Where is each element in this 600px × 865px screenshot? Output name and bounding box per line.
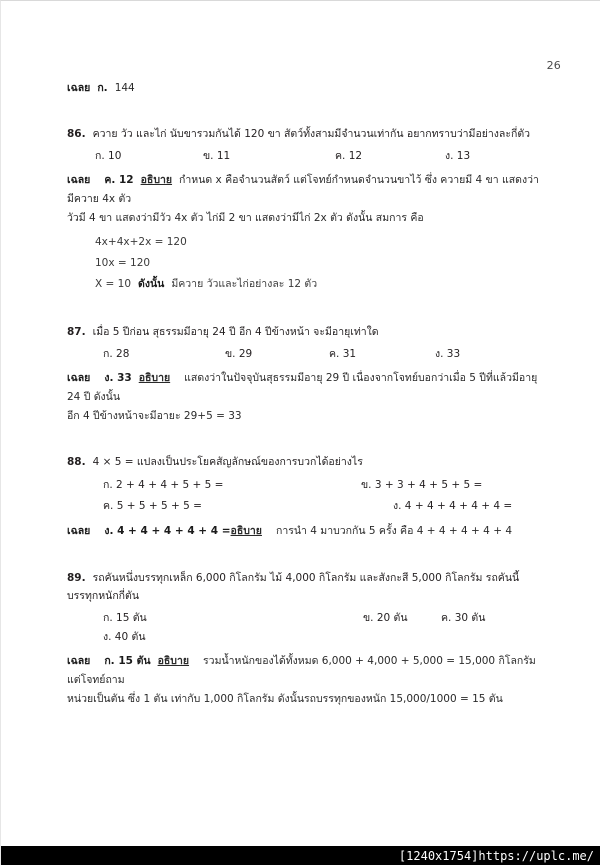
question-89-choices — [67, 609, 541, 647]
question-88-choice-c[interactable]: ค. 5 + 5 + 5 + 5 = — [103, 500, 202, 512]
question-86-explain-text-2: วัวมี 4 ขา แสดงว่ามีวัว 4x ตัว ไก่มี 2 ขา แสดงว่ามีไก่ 2x ตัว ดังนั้น สมการ คือ — [67, 212, 424, 224]
question-88 — [67, 453, 541, 541]
top-answer-value: 144 — [114, 82, 135, 94]
question-86-answer-choice: ค. 12 — [104, 174, 134, 186]
question-88-explanation-1 — [67, 522, 541, 541]
footer-dimensions: [1240x1754] — [398, 849, 479, 863]
question-87-explain-text-1: แสดงว่าในปัจจุบันสุธรรมมีอายุ 29 ปี เนื่องจากโจทย์บอกว่าเมื่อ 5 ปีที่แล้วมีอายุ 24 ปี ดังนั้น — [67, 372, 538, 403]
question-88-explain-text-1: การนำ 4 มาบวกกัน 5 ครั้ง คือ 4 + 4 + 4 + 4 + 4 — [275, 525, 513, 537]
question-86-choice-a[interactable]: ก. 10 — [95, 150, 122, 162]
page-number: 26 — [546, 59, 561, 72]
question-89-prompt — [67, 569, 541, 605]
question-86-choice-b[interactable]: ข. 11 — [203, 150, 231, 162]
question-86-final-prefix: X = 10 — [95, 278, 132, 290]
question-88-choice-row-1 — [103, 475, 541, 496]
question-86-explanation-2 — [67, 209, 541, 228]
question-86-explain-text-1: กำหนด x คือจำนวนสัตว์ แต่โจทย์กำหนดจำนวนขาไว้ ซึ่ง ควายมี 4 ขา แสดงว่ามีควาย 4x ตัว — [67, 174, 539, 205]
question-87-explain-text-2: อีก 4 ปีข้างหน้าจะมีอายะ 29+5 = 33 — [67, 410, 242, 422]
question-86-explanation-1 — [67, 171, 541, 209]
question-89-choice-d[interactable]: ง. 40 ตัน — [103, 631, 146, 643]
question-88-answer-label: เฉลย — [67, 525, 91, 537]
question-87 — [67, 323, 541, 426]
question-86-equation-1: 4x+4x+2x = 120 — [95, 236, 187, 248]
question-86-prompt — [67, 125, 541, 143]
question-87-explain-label: อธิบาย — [138, 372, 171, 384]
question-88-text: 4 × 5 = แปลงเป็นประโยคสัญลักษณ์ของการบวกได้อย่างไร — [92, 456, 363, 468]
top-answer-line — [67, 79, 541, 98]
question-89-answer-choice: ก. 15 ตัน — [104, 655, 151, 667]
question-87-choice-d[interactable]: ง. 33 — [435, 348, 461, 360]
question-89 — [67, 569, 541, 709]
question-88-answer-choice: ง. 4 + 4 + 4 + 4 + 4 = — [104, 525, 231, 537]
question-87-number: 87. — [67, 326, 86, 338]
question-88-choice-d[interactable]: ง. 4 + 4 + 4 + 4 + 4 = — [393, 500, 513, 512]
question-89-choice-b[interactable]: ข. 20 ตัน — [363, 612, 408, 624]
question-86-final-bold: ดังนั้น — [138, 278, 165, 290]
question-87-answer-label: เฉลย — [67, 372, 91, 384]
question-89-explanation-2 — [67, 690, 541, 709]
question-86-answer-label: เฉลย — [67, 174, 91, 186]
question-86-final-suffix: มีควาย วัวและไก่อย่างละ 12 ตัว — [171, 278, 318, 290]
question-87-explanation-1 — [67, 369, 541, 407]
question-88-choice-b[interactable]: ข. 3 + 3 + 4 + 5 + 5 = — [361, 479, 483, 491]
top-answer-choice: ก. — [97, 82, 108, 94]
question-89-explanation-1 — [67, 652, 541, 690]
question-86-choice-d[interactable]: ง. 13 — [445, 150, 471, 162]
question-88-choices — [67, 475, 541, 517]
question-86-text: ควาย วัว และไก่ นับขารวมกันได้ 120 ขา สัตว์ทั้งสามมีจำนวนเท่ากัน อยากทราบว่ามีอย่างละกี่ตัว — [92, 128, 531, 140]
question-89-choice-c[interactable]: ค. 30 ตัน — [441, 612, 486, 624]
question-87-choice-b[interactable]: ข. 29 — [225, 348, 253, 360]
question-87-answer-choice: ง. 33 — [104, 372, 132, 384]
question-89-text: รถคันหนึ่งบรรทุกเหล็ก 6,000 กิโลกรัม ไม้ 4,000 กิโลกรัม และสังกะสี 5,000 กิโลกรัม รถคันนี้บรรทุกหนักกี่ตัน — [67, 572, 520, 602]
question-88-choice-row-2 — [103, 496, 541, 517]
question-86-final-line — [67, 274, 541, 295]
question-86-number: 86. — [67, 128, 86, 140]
question-87-prompt — [67, 323, 541, 341]
question-86 — [67, 125, 541, 295]
question-86-choice-c[interactable]: ค. 12 — [335, 150, 363, 162]
question-89-explain-text-1: รวมน้ำหนักของได้ทั้งหมด 6,000 + 4,000 + 5,000 = 15,000 กิโลกรัม แต่โจทย์ถาม — [67, 655, 536, 686]
question-89-choice-a[interactable]: ก. 15 ตัน — [103, 612, 147, 624]
question-87-explanation-2 — [67, 407, 541, 426]
page-content — [67, 79, 541, 709]
page-sheet — [1, 1, 600, 846]
question-87-choice-a[interactable]: ก. 28 — [103, 348, 130, 360]
question-88-explain-label: อธิบาย — [230, 525, 262, 537]
question-89-number: 89. — [67, 572, 86, 584]
footer-watermark — [399, 847, 594, 865]
question-87-choice-c[interactable]: ค. 31 — [329, 348, 357, 360]
question-88-number: 88. — [67, 456, 86, 468]
question-89-explain-text-2: หน่วยเป็นตัน ซึ่ง 1 ตัน เท่ากับ 1,000 กิโลกรัม ดังนั้นรถบรรทุกของหนัก 15,000/1000 = 15 ตัน — [67, 693, 503, 705]
footer-url[interactable]: https://uplc.me/ — [478, 849, 594, 863]
question-86-choices — [67, 147, 541, 166]
question-86-equation-2: 10x = 120 — [95, 257, 151, 269]
question-89-explain-label: อธิบาย — [157, 655, 190, 667]
question-86-explain-label: อธิบาย — [140, 174, 173, 186]
question-87-choices — [67, 345, 541, 364]
question-87-text: เมื่อ 5 ปีก่อน สุธรรมมีอายุ 24 ปี อีก 4 ปีข้างหน้า จะมีอายุเท่าใด — [92, 326, 379, 338]
question-88-choice-a[interactable]: ก. 2 + 4 + 4 + 5 + 5 = — [103, 479, 224, 491]
question-88-prompt — [67, 453, 541, 471]
top-answer-label: เฉลย — [67, 82, 91, 94]
question-89-answer-label: เฉลย — [67, 655, 91, 667]
